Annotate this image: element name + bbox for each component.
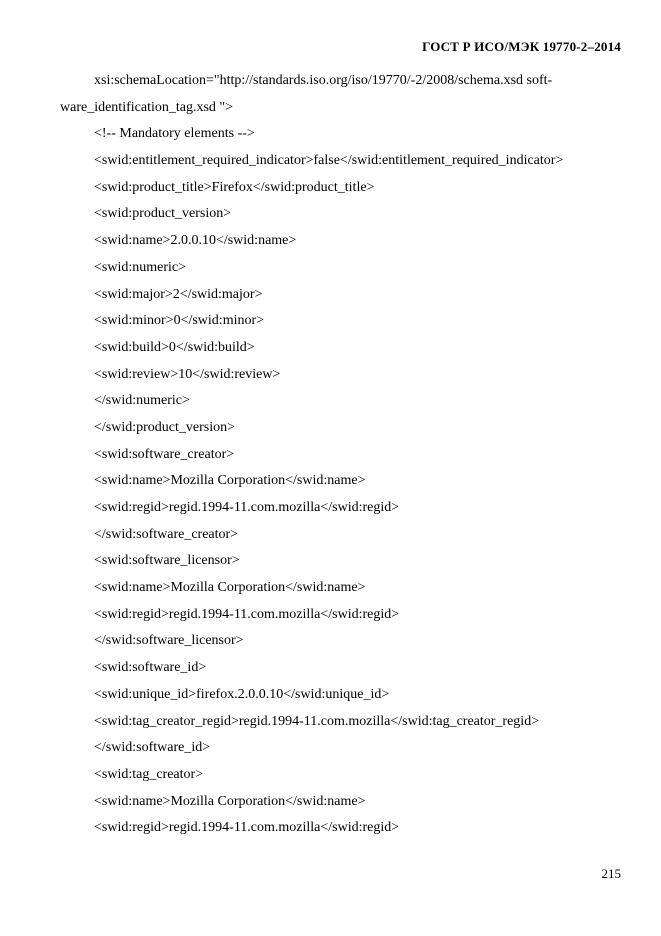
code-line: </swid:software_id> bbox=[94, 740, 211, 756]
code-line: </swid:software_licensor> bbox=[94, 633, 244, 649]
code-line: <swid:regid>regid.1994-11.com.mozilla</swid:regid> bbox=[94, 500, 400, 515]
code-line: <swid:minor>0</swid:minor> bbox=[94, 313, 265, 329]
code-line: <swid:build>0</swid:build> bbox=[94, 339, 255, 355]
document-header: ГОСТ Р ИСО/МЭК 19770-2–2014 bbox=[422, 39, 621, 54]
page-number: 215 bbox=[601, 866, 621, 881]
code-line: </swid:product_version> bbox=[94, 419, 235, 435]
code-line: <swid:name>Mozilla Corporation</swid:name> bbox=[94, 580, 366, 596]
code-line: <swid:name>Mozilla Corporation</swid:name> bbox=[94, 793, 366, 809]
code-line: <swid:regid>regid.1994-11.com.mozilla</swid:regid> bbox=[94, 820, 400, 836]
code-line: <swid:unique_id>firefox.2.0.0.10</swid:unique_id> bbox=[94, 686, 390, 702]
code-line: <swid:software_id> bbox=[94, 660, 207, 676]
code-line: <swid:tag_creator> bbox=[94, 766, 204, 782]
code-line: <swid:name>Mozilla Corporation</swid:name> bbox=[94, 473, 366, 489]
code-line: <swid:software_licensor> bbox=[94, 553, 240, 569]
code-line: <swid:product_version> bbox=[94, 206, 232, 222]
code-line: <swid:entitlement_required_indicator>false</swid:entitlement_required_indicator> bbox=[94, 153, 564, 169]
code-line: <swid:product_title>Firefox</swid:product_title> bbox=[94, 179, 375, 195]
code-line: <swid:regid>regid.1994-11.com.mozilla</swid:regid> bbox=[94, 606, 400, 622]
code-line: <swid:tag_creator_regid>regid.1994-11.com.mozilla</swid:tag_creator_regid> bbox=[94, 713, 540, 729]
code-line: </swid:numeric> bbox=[94, 393, 190, 409]
code-line: ware_identification_tag.xsd "> bbox=[60, 99, 234, 115]
code-line: <swid:numeric> bbox=[94, 259, 186, 275]
xml-listing bbox=[60, 68, 620, 842]
code-line: xsi:schemaLocation="http://standards.iso.org/iso/19770/-2/2008/schema.xsd soft- bbox=[94, 73, 553, 88]
code-line: <swid:review>10</swid:review> bbox=[94, 366, 281, 382]
code-line: <swid:name>2.0.0.10</swid:name> bbox=[94, 233, 297, 249]
code-line: <swid:major>2</swid:major> bbox=[94, 286, 263, 302]
code-line: <!-- Mandatory elements --> bbox=[94, 126, 255, 142]
code-line: </swid:software_creator> bbox=[94, 526, 239, 542]
code-line: <swid:software_creator> bbox=[94, 446, 235, 462]
